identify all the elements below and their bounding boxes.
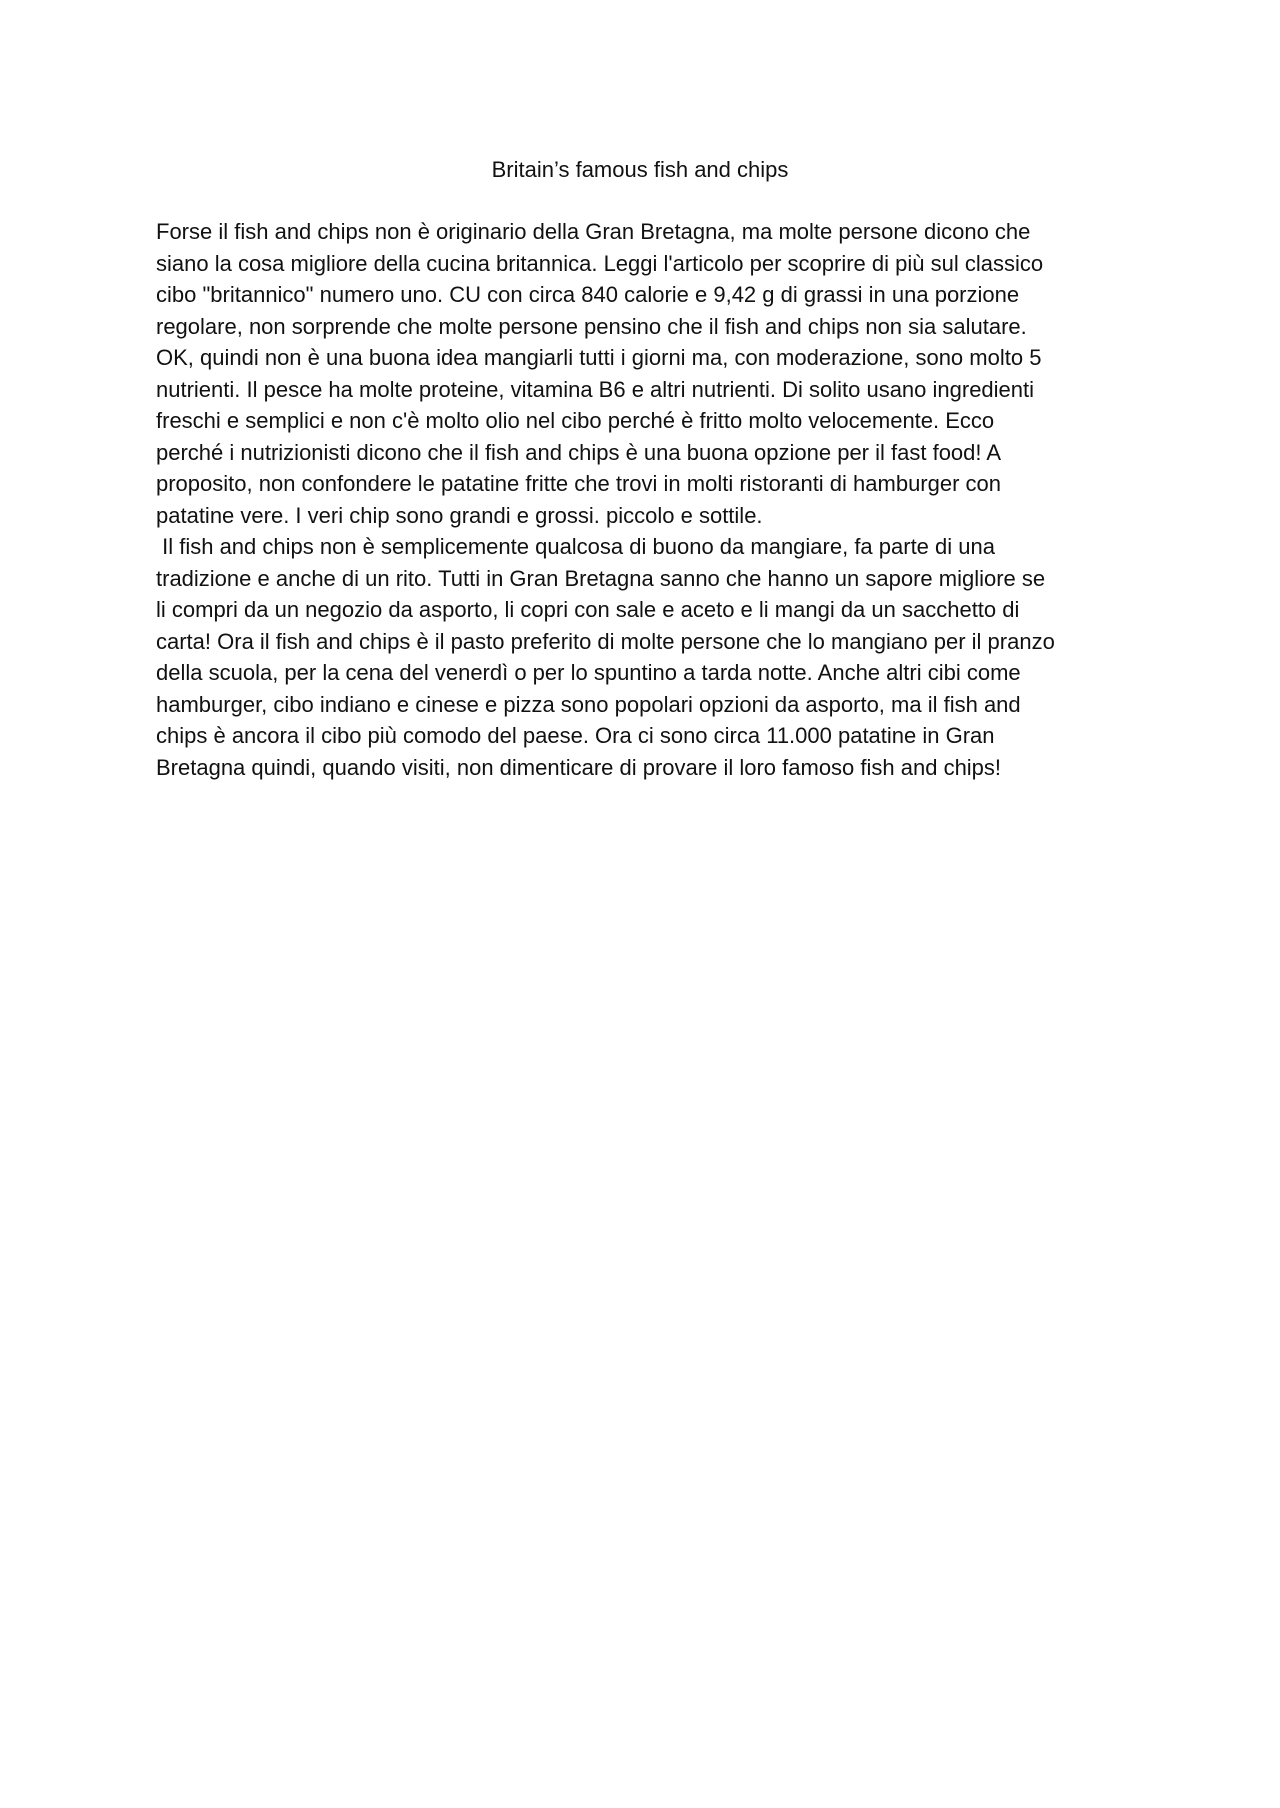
body-line: hamburger, cibo indiano e cinese e pizza sono popolari opzioni da asporto, ma il fish and	[156, 691, 1021, 717]
body-line: Forse il fish and chips non è originario della Gran Bretagna, ma molte persone dicono che	[156, 219, 1031, 244]
body-line: chips è ancora il cibo più comodo del paese. Ora ci sono circa 11.000 patatine in Gran	[156, 723, 995, 748]
document-body	[156, 216, 1136, 783]
body-line: cibo "britannico" numero uno. CU con circa 840 calorie e 9,42 g di grassi in una porzione	[156, 282, 1020, 307]
body-line: carta! Ora il fish and chips è il pasto preferito di molte persone che lo mangiano per il pranzo	[156, 628, 1055, 654]
body-line: regolare, non sorprende che molte persone pensino che il fish and chips non sia salutare.	[156, 313, 1027, 339]
body-line: Il fish and chips non è semplicemente qualcosa di buono da mangiare, fa parte di una	[156, 534, 995, 559]
document-title: Britain’s famous fish and chips	[491, 157, 789, 182]
body-line: della scuola, per la cena del venerdì o per lo spuntino a tarda notte. Anche altri cibi come	[156, 660, 1021, 685]
body-line: perché i nutrizionisti dicono che il fish and chips è una buona opzione per il fast food! A	[156, 439, 1002, 465]
body-line: tradizione e anche di un rito. Tutti in Gran Bretagna sanno che hanno un sapore migliore se	[156, 565, 1046, 591]
body-line: Bretagna quindi, quando visiti, non dimenticare di provare il loro famoso fish and chips!	[156, 754, 1002, 780]
body-line: siano la cosa migliore della cucina britannica. Leggi l'articolo per scoprire di più sul classico	[156, 250, 1044, 276]
body-line: OK, quindi non è una buona idea mangiarli tutti i giorni ma, con moderazione, sono molto 5	[156, 345, 1042, 370]
body-line: proposito, non confondere le patatine fritte che trovi in molti ristoranti di hamburger con	[156, 471, 1002, 496]
body-line: patatine vere. I veri chip sono grandi e grossi. piccolo e sottile.	[156, 502, 763, 528]
body-line: li compri da un negozio da asporto, li copri con sale e aceto e li mangi da un sacchetto di	[156, 597, 1020, 622]
body-line: freschi e semplici e non c'è molto olio nel cibo perché è fritto molto velocemente. Ecco	[156, 408, 995, 433]
body-line: nutrienti. Il pesce ha molte proteine, vitamina B6 e altri nutrienti. Di solito usano ingredienti	[156, 376, 1035, 402]
